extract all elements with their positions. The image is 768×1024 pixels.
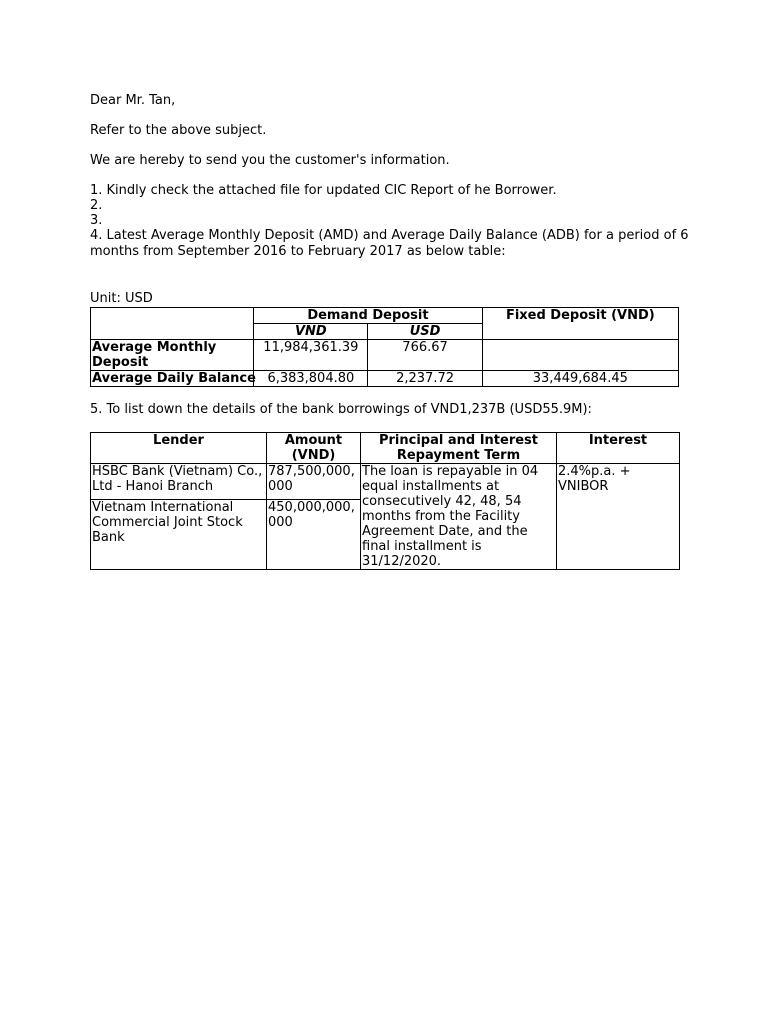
header-lender: Lender xyxy=(91,433,267,464)
item-4-line-1: 4. Latest Average Monthly Deposit (AMD) and Average Daily Balance (ADB) for a period of 6 xyxy=(90,228,689,243)
row-label: Average Daily Balance xyxy=(92,371,256,386)
cell-term: The loan is repayable in 04 equal installments at consecutively 42, 48, 54 months from the Facility Agreement Date, and the final installment is 31/12/2020. xyxy=(361,464,557,570)
item-3: 3. xyxy=(90,213,103,228)
deposit-table-corner xyxy=(91,308,254,340)
unit-label: Unit: USD xyxy=(90,291,153,306)
cell-amount: 787,500,000,000 xyxy=(267,464,361,500)
cell-vnd: 6,383,804.80 xyxy=(254,371,368,387)
cell-interest: 2.4%p.a. + VNIBOR xyxy=(557,464,680,570)
table-row xyxy=(91,340,679,371)
row-label: Average Monthly Deposit xyxy=(91,340,254,371)
cell-fixed: 33,449,684.45 xyxy=(482,371,678,387)
cell-amount: 450,000,000,000 xyxy=(267,500,361,570)
table-row xyxy=(91,464,680,500)
item-5: 5. To list down the details of the bank borrowings of VND1,237B (USD55.9M): xyxy=(90,402,592,417)
header-fixed-deposit: Fixed Deposit (VND) xyxy=(482,308,678,340)
cell-usd: 766.67 xyxy=(368,340,482,371)
cell-vnd: 11,984,361.39 xyxy=(254,340,368,371)
header-interest: Interest xyxy=(557,433,680,464)
header-vnd: VND xyxy=(254,324,368,340)
header-amount: Amount (VND) xyxy=(267,433,361,464)
cell-fixed xyxy=(482,340,678,371)
table-row xyxy=(91,371,679,387)
greeting: Dear Mr. Tan, xyxy=(90,93,176,108)
cell-lender: Vietnam International Commercial Joint Stock Bank xyxy=(91,500,267,570)
item-4-line-2: months from September 2016 to February 2017 as below table: xyxy=(90,244,506,259)
intro-line: Refer to the above subject. xyxy=(90,123,267,138)
loan-table xyxy=(90,432,680,570)
header-demand-deposit: Demand Deposit xyxy=(254,308,482,324)
header-usd: USD xyxy=(368,324,482,340)
cell-usd: 2,237.72 xyxy=(368,371,482,387)
header-term: Principal and Interest Repayment Term xyxy=(361,433,557,464)
purpose-line: We are hereby to send you the customer's information. xyxy=(90,153,450,168)
cell-lender: HSBC Bank (Vietnam) Co., Ltd - Hanoi Branch xyxy=(91,464,267,500)
item-1: 1. Kindly check the attached file for updated CIC Report of he Borrower. xyxy=(90,183,557,198)
item-2: 2. xyxy=(90,198,103,213)
deposit-table xyxy=(90,307,679,387)
